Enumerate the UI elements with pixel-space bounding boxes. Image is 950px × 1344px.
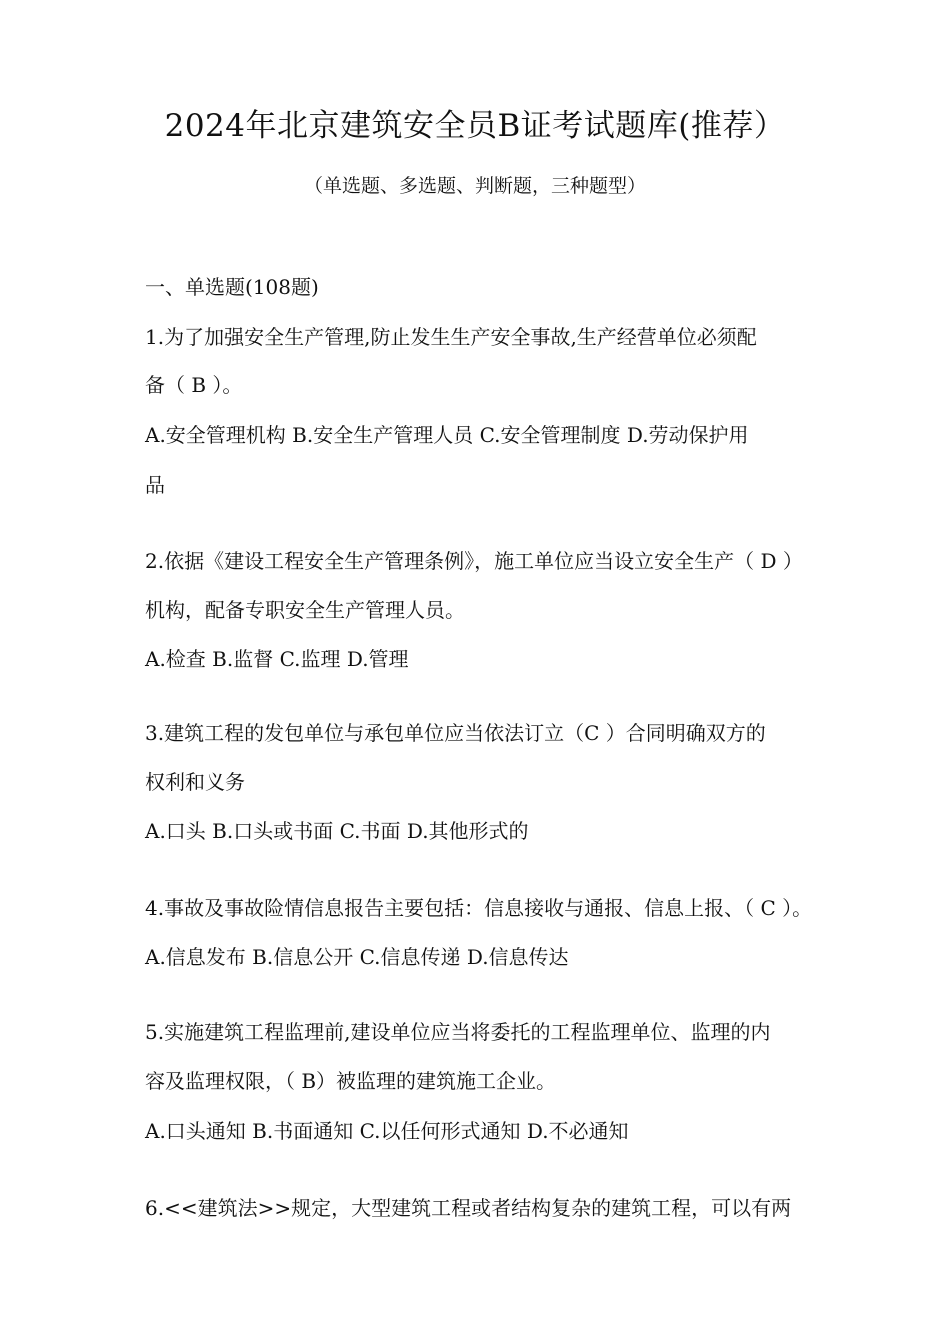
- question-1-stem-line-1: 1.为了加强安全生产管理,防止发生生产安全事故,生产经营单位必须配: [145, 325, 757, 349]
- question-3-stem-line-1: 3.建筑工程的发包单位与承包单位应当依法订立（C ）合同明确双方的: [145, 721, 766, 745]
- question-6-stem-line-1: 6.<<建筑法>>规定，大型建筑工程或者结构复杂的建筑工程，可以有两: [145, 1196, 792, 1220]
- section-heading: 一、单选题(108题): [145, 275, 319, 299]
- question-4-options-line-1: A.信息发布 B.信息公开 C.信息传递 D.信息传达: [145, 945, 569, 969]
- question-1-stem-line-2: 备（ B ）。: [145, 373, 243, 397]
- question-1-options-line-2: 品: [145, 473, 165, 497]
- question-5-stem-line-1: 5.实施建筑工程监理前,建设单位应当将委托的工程监理单位、监理的内: [145, 1020, 771, 1044]
- question-2-stem-line-2: 机构，配备专职安全生产管理人员。: [145, 598, 465, 622]
- question-3-stem-line-2: 权利和义务: [145, 770, 245, 794]
- question-3-options-line-1: A.口头 B.口头或书面 C.书面 D.其他形式的: [145, 819, 529, 843]
- document-subtitle: （单选题、多选题、判断题，三种题型）: [303, 175, 646, 197]
- question-2-options-line-1: A.检查 B.监督 C.监理 D.管理: [145, 647, 409, 671]
- question-1-options-line-1: A.安全管理机构 B.安全生产管理人员 C.安全管理制度 D.劳动保护用: [145, 423, 749, 447]
- question-5-stem-line-2: 容及监理权限，（ B）被监理的建筑施工企业。: [145, 1069, 557, 1093]
- document-title: 2024年北京建筑安全员B证考试题库(推荐）: [164, 108, 786, 144]
- question-4-stem-line-1: 4.事故及事故险情信息报告主要包括：信息接收与通报、信息上报、（ C ）。: [145, 896, 813, 920]
- question-5-options-line-1: A.口头通知 B.书面通知 C.以任何形式通知 D.不必通知: [145, 1119, 629, 1143]
- question-2-stem-line-1: 2.依据《建设工程安全生产管理条例》，施工单位应当设立安全生产（ D ）: [145, 549, 803, 573]
